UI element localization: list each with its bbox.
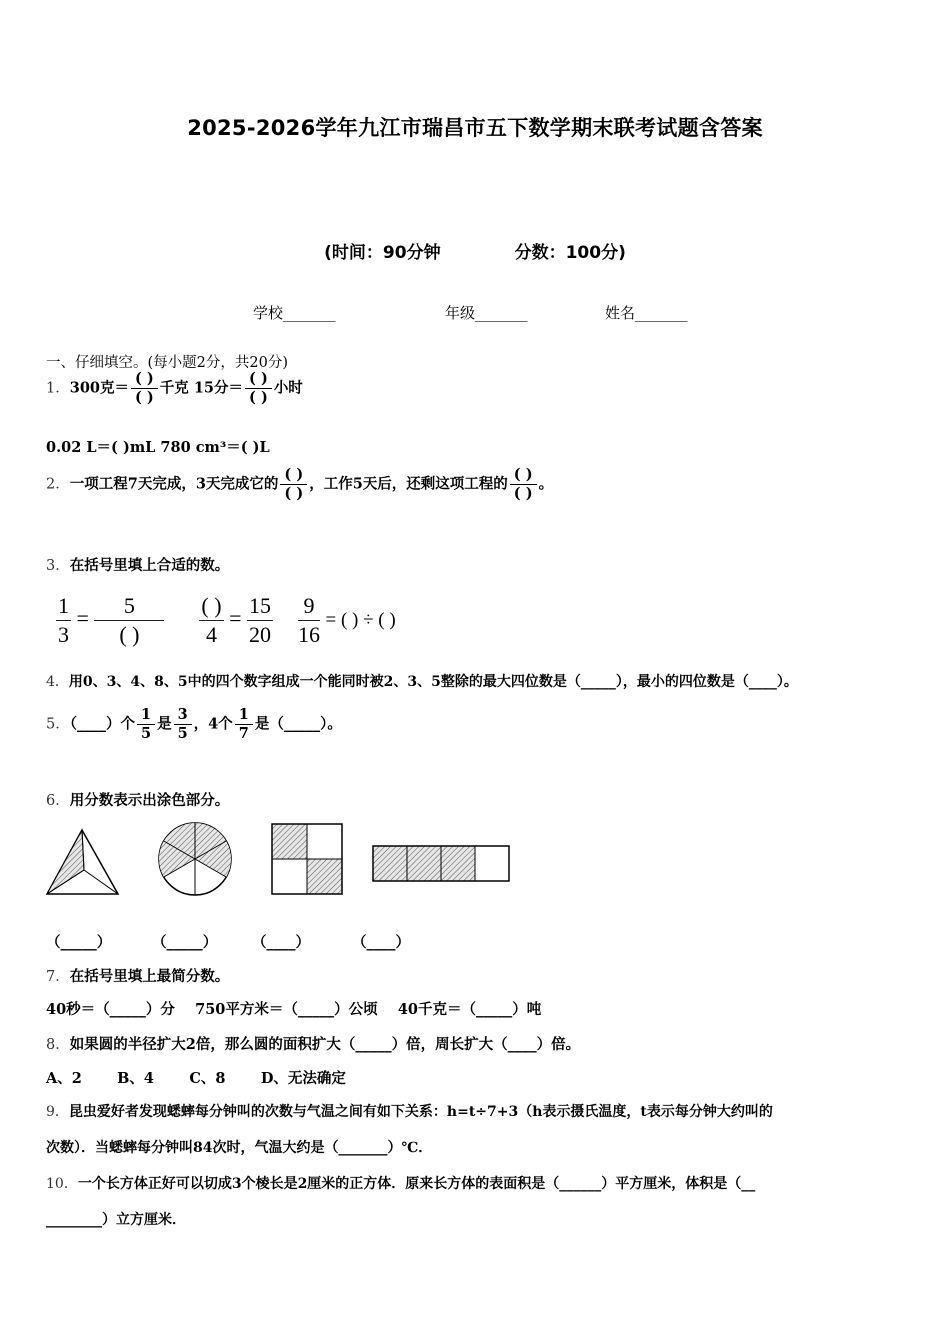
name-field[interactable]: 姓名_______ [605,304,688,322]
fraction-denominator: ( ) [284,485,304,502]
answer-fraction-blank[interactable] [94,592,164,649]
q2-text-c: 。 [538,475,554,493]
answer-blank[interactable]: （_____） [46,934,112,951]
q3-text: 在括号里填上合适的数。 [69,557,230,574]
fraction-numerator: 5 [94,592,164,621]
q5-text-b: 是 [157,715,172,733]
division-blanks[interactable]: = ( ) ÷ ( ) [325,609,396,631]
q2-text-a: 一项工程7天完成，3天完成它的 [69,475,279,493]
fraction-numerator: ( ) [131,370,158,389]
question-7-line: 40秒＝（_____）分 750平方米＝（_____）公顷 40千克＝（_____）吨 [46,1001,542,1018]
equals-sign: = [229,605,242,631]
question-9 [46,1101,773,1121]
question-2 [46,466,553,503]
page-title: 2025-2026学年九江市瑞昌市五下数学期末联考试题含答案 [187,116,763,140]
fraction-numerator: 9 [298,592,320,621]
section-heading: 一、仔细填空。(每小题2分，共20分) [46,355,288,371]
fraction-numerator: 3 [177,706,188,723]
q5-text-c: ，4个 [193,715,233,733]
answer-blank[interactable]: （_____） [152,934,218,951]
question-9-line-2: 次数）．当蟋蟀每分钟叫84次时，气温大约是（_______）℃． [46,1140,433,1156]
question-7 [46,965,229,986]
question-10 [46,1173,755,1193]
fraction-denominator: 5 [137,724,155,743]
question-number: 1． [46,380,70,397]
question-number: 2． [46,476,70,493]
q5-text-d: 是（_____）。 [254,715,342,733]
q10-line-1: 一个长方体正好可以切成3个棱长是2厘米的正方体．原来长方体的表面积是（______）平方厘米，体积是（__ [77,1176,756,1192]
equals-sign: = [76,605,89,631]
fraction-denominator: 5 [174,724,192,743]
exam-time: (时间：90分钟 [324,243,441,263]
question-number: 4． [46,674,69,690]
fraction [298,592,320,649]
fraction-numerator: 1 [140,706,152,723]
exam-info [0,238,950,263]
answer-blank[interactable]: （____） [352,934,410,951]
fraction-denominator: ( ) [249,389,268,406]
exam-score: 分数：100分) [514,243,626,263]
q3-equations [56,592,396,649]
q7-text: 在括号里填上最简分数。 [69,968,230,985]
shaded-figures [0,818,950,918]
question-8-options[interactable]: A、2 B、4 C、8 D、无法确定 [46,1070,346,1087]
answer-fraction-blank[interactable] [199,592,223,649]
school-field[interactable]: 学校_______ [253,304,336,322]
fraction [247,592,273,649]
fraction-numerator: 1 [238,706,249,723]
fraction-denominator: 7 [235,724,253,743]
fraction-denominator: ( ) [513,485,533,502]
grade-field[interactable]: 年级_______ [445,304,528,322]
question-8 [46,1033,580,1054]
q8-text: 如果圆的半径扩大2倍，那么圆的面积扩大（_____）倍，周长扩大（____）倍。 [69,1036,581,1053]
fraction-numerator: ( ) [510,466,537,485]
triangle-figure [47,830,118,894]
q6-text: 用分数表示出涂色部分。 [69,792,230,809]
question-number: 8． [46,1037,70,1053]
fraction-denominator: ( ) [135,389,154,406]
fraction-numerator: ( ) [199,592,223,621]
q1-text-c: 小时 [273,379,303,397]
fraction-numerator: ( ) [245,370,272,389]
fraction-denominator: 16 [298,622,320,647]
circle-figure [159,823,231,895]
fraction [137,706,155,743]
rectangle-figure [373,846,509,881]
fraction [235,706,253,743]
square-figure [272,824,342,894]
q1-text-a: 300克＝ [69,379,130,397]
question-5 [46,706,342,743]
question-1-line-2: 0.02 L＝( )mL 780 cm³＝( )L [46,439,270,456]
question-number: 7． [46,969,70,985]
question-1 [46,370,303,407]
question-number: 6． [46,793,70,809]
answer-fraction-blank[interactable] [245,370,272,407]
q4-text: 用0、3、4、8、5中的四个数字组成一个能同时被2、3、5整除的最大四位数是（_____），最小的四位数是（____）。 [68,674,798,690]
question-number: 9． [46,1104,69,1120]
question-number: 10． [46,1176,78,1192]
question-3 [46,554,229,575]
fraction [174,706,192,743]
q9-line-1: 昆虫爱好者发现蟋蟀每分钟叫的次数与气温之间有如下关系：h=t÷7+3（h表示摄氏温度，t表示每分钟大约叫的 [68,1104,773,1120]
q5-text-a: （____）个 [69,715,135,733]
question-10-line-2: ________）立方厘米． [46,1212,186,1228]
question-6 [46,789,229,810]
fraction-denominator: 4 [206,622,217,647]
q2-text-b: ，工作5天后，还剩这项工程的 [309,475,508,493]
fraction [56,592,71,649]
answer-blank[interactable]: （____） [252,934,310,951]
question-number: 3． [46,558,70,574]
fraction-denominator: ( ) [119,622,140,647]
question-4 [46,671,798,691]
fraction-denominator: 3 [58,622,69,647]
fraction-numerator: 1 [56,592,71,621]
question-number: 5． [46,716,70,733]
fraction-numerator: ( ) [280,466,307,485]
answer-fraction-blank[interactable] [131,370,158,407]
answer-fraction-blank[interactable] [510,466,537,503]
answer-fraction-blank[interactable] [280,466,307,503]
fraction-denominator: 20 [249,622,271,647]
fraction-numerator: 15 [247,592,273,621]
q1-text-b: 千克 15分＝ [159,379,244,397]
